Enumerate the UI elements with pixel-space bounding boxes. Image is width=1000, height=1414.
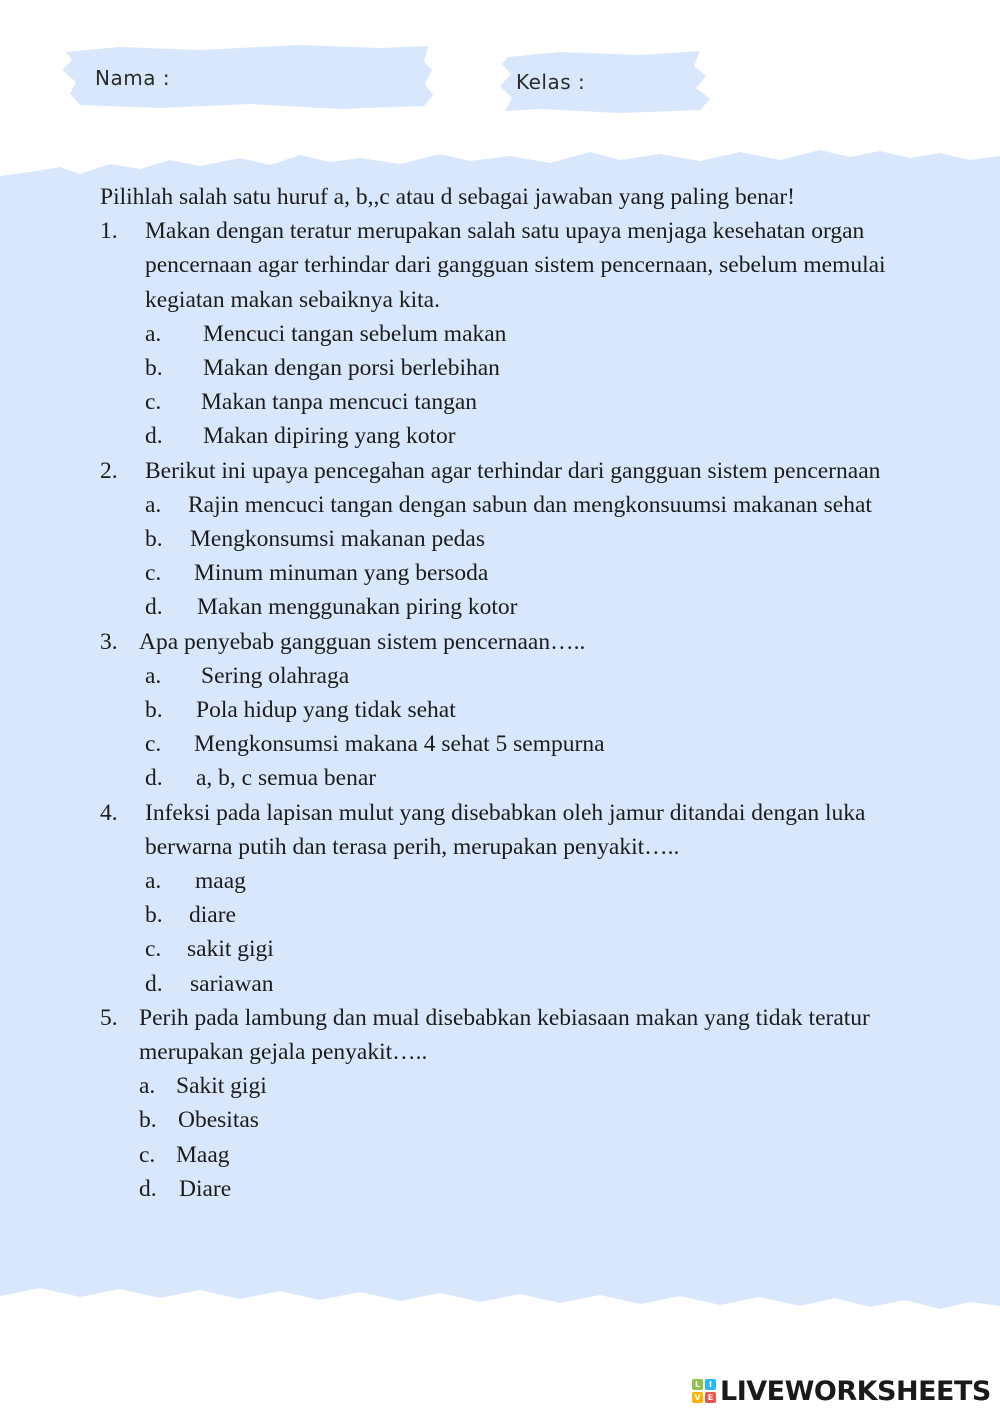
- logo-grid-cell: I: [705, 1379, 716, 1390]
- option-1b[interactable]: [100, 351, 930, 385]
- question-text: Perih pada lambung dan mual disebabkan kebiasaan makan yang tidak teratur merupakan gejala penyakit…..: [139, 1004, 870, 1066]
- option-5c[interactable]: [100, 1138, 930, 1172]
- option-2c[interactable]: [100, 556, 930, 590]
- option-letter: d.: [145, 423, 163, 450]
- option-letter: c.: [145, 731, 162, 758]
- name-label: Nama :: [95, 66, 171, 90]
- option-letter: b.: [145, 902, 163, 929]
- option-text: maag: [195, 868, 246, 895]
- option-2a[interactable]: [100, 488, 930, 522]
- option-letter: a.: [139, 1073, 156, 1100]
- question-number: 1.: [100, 218, 118, 245]
- option-letter: c.: [145, 936, 162, 963]
- option-text: Minum minuman yang bersoda: [194, 560, 489, 587]
- option-text: Obesitas: [178, 1107, 259, 1134]
- logo-grid-cell: L: [692, 1379, 703, 1390]
- option-letter: d.: [145, 970, 163, 997]
- option-text: Maag: [176, 1141, 230, 1168]
- option-letter: d.: [145, 594, 163, 621]
- option-4a[interactable]: [100, 864, 930, 898]
- option-2b[interactable]: [100, 522, 930, 556]
- option-text: Makan tanpa mencuci tangan: [201, 389, 478, 416]
- option-3d[interactable]: [100, 761, 930, 795]
- option-letter: a.: [145, 662, 162, 689]
- option-text: Diare: [179, 1175, 232, 1202]
- option-text: sakit gigi: [187, 936, 274, 963]
- option-text: Mencuci tangan sebelum makan: [203, 320, 507, 347]
- option-letter: c.: [145, 560, 162, 587]
- option-text: Makan dipiring yang kotor: [203, 423, 456, 450]
- instruction: Pilihlah salah satu huruf a, b,,c atau d sebagai jawaban yang paling benar!: [100, 184, 795, 210]
- option-letter: b.: [139, 1107, 157, 1134]
- option-1d[interactable]: [100, 419, 930, 453]
- option-text: diare: [189, 902, 236, 929]
- worksheet-content: [100, 180, 930, 1206]
- question-5: [100, 1001, 930, 1069]
- option-text: a, b, c semua benar: [196, 765, 377, 792]
- option-text: Sakit gigi: [176, 1073, 267, 1100]
- option-text: Makan menggunakan piring kotor: [197, 594, 518, 621]
- question-number: 5.: [100, 1004, 118, 1031]
- question-text: Apa penyebab gangguan sistem pencernaan…..: [139, 628, 586, 655]
- option-text: Makan dengan porsi berlebihan: [203, 355, 500, 382]
- option-letter: d.: [139, 1175, 157, 1202]
- liveworksheets-logo[interactable]: [692, 1374, 991, 1408]
- option-text: Pola hidup yang tidak sehat: [196, 697, 456, 724]
- question-2: [100, 454, 930, 488]
- option-5b[interactable]: [100, 1103, 930, 1137]
- option-text: Mengkonsumsi makanan pedas: [190, 526, 486, 553]
- name-input[interactable]: [175, 63, 419, 95]
- option-text: sariawan: [190, 970, 274, 997]
- option-letter: b.: [145, 526, 163, 553]
- question-text: Infeksi pada lapisan mulut yang disebabkan oleh jamur ditandai dengan luka berwarna putih dan terasa perih, merupakan penyakit…..: [145, 799, 866, 860]
- option-5d[interactable]: [100, 1172, 930, 1206]
- question-4: [100, 796, 930, 864]
- option-letter: c.: [145, 389, 162, 416]
- option-text: Sering olahraga: [201, 662, 350, 689]
- option-letter: a.: [145, 868, 162, 895]
- question-text: Makan dengan teratur merupakan salah satu upaya menjaga kesehatan organ pencernaan agar terhindar dari gangguan sistem pencernaan, sebelum memulai kegiatan makan sebaiknya kita.: [145, 218, 886, 313]
- logo-grid-cell: V: [692, 1392, 703, 1403]
- question-number: 2.: [100, 457, 118, 484]
- option-letter: a.: [145, 320, 162, 347]
- class-input[interactable]: [590, 67, 694, 99]
- option-letter: c.: [139, 1141, 156, 1168]
- option-letter: b.: [145, 355, 163, 382]
- option-1a[interactable]: [100, 317, 930, 351]
- option-4d[interactable]: [100, 967, 930, 1001]
- option-letter: b.: [145, 697, 163, 724]
- logo-grid-cell: E: [705, 1392, 716, 1403]
- option-3c[interactable]: [100, 727, 930, 761]
- logo-grid-icon: [692, 1379, 716, 1403]
- option-2d[interactable]: [100, 590, 930, 624]
- option-5a[interactable]: [100, 1069, 930, 1103]
- question-number: 3.: [100, 628, 118, 655]
- option-letter: d.: [145, 765, 163, 792]
- option-text: Rajin mencuci tangan dengan sabun dan mengkonsuumsi makanan sehat: [188, 491, 872, 518]
- question-text: Berikut ini upaya pencegahan agar terhindar dari gangguan sistem pencernaan: [145, 457, 881, 484]
- option-1c[interactable]: [100, 385, 930, 419]
- option-4c[interactable]: [100, 932, 930, 966]
- option-text: Mengkonsumsi makana 4 sehat 5 sempurna: [194, 731, 605, 758]
- option-3b[interactable]: [100, 693, 930, 727]
- question-1: [100, 214, 930, 317]
- question-number: 4.: [100, 799, 118, 826]
- option-4b[interactable]: [100, 898, 930, 932]
- option-3a[interactable]: [100, 659, 930, 693]
- class-label: Kelas :: [516, 70, 586, 94]
- question-3: [100, 625, 930, 659]
- option-letter: a.: [145, 491, 162, 518]
- logo-text: LIVEWORKSHEETS: [720, 1375, 991, 1407]
